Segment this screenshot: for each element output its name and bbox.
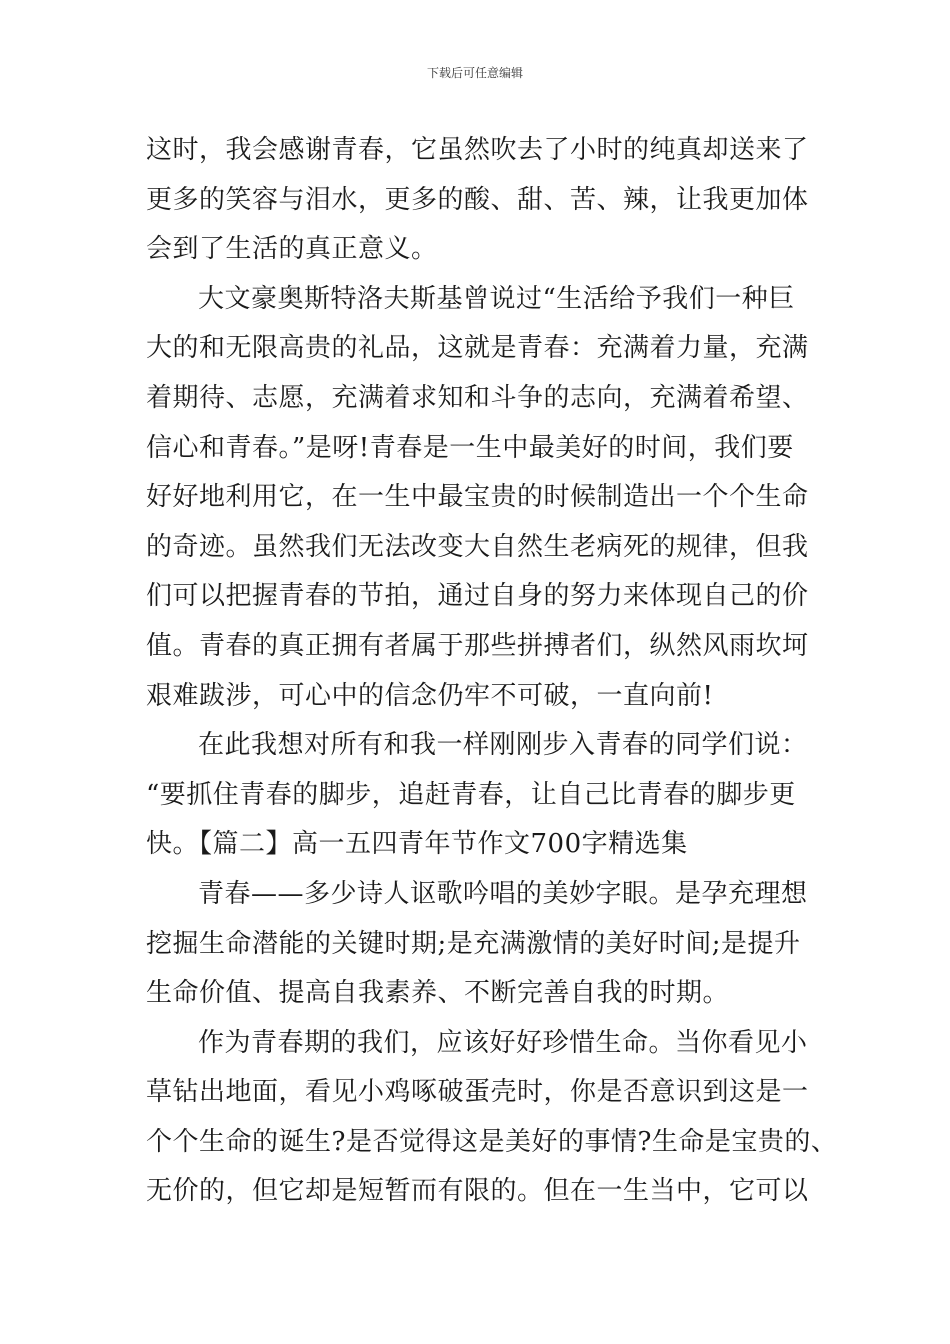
paragraph-start-line: 青春——多少诗人讴歌吟唱的美妙字眼。是孕充理想 [198,878,808,909]
text-line: 草钻出地面，看见小鸡啄破蛋壳时，你是否意识到这是一 [146,1077,809,1108]
body-text [146,126,838,1217]
text-line: 快。【篇二】高一五四青年节作文700字精选集 [146,829,688,860]
text-line: 好好地利用它，在一生中最宝贵的时候制造出一个个生命 [146,482,809,513]
text-line: 挖掘生命潜能的关键时期;是充满激情的美好时间;是提升 [146,928,801,959]
text-line: 值。青春的真正拥有者属于那些拼搏者们，纵然风雨坎坷 [146,630,809,661]
text-line: 更多的笑容与泪水，更多的酸、甜、苦、辣，让我更加体 [146,184,809,215]
paragraph-start-line: 作为青春期的我们，应该好好珍惜生命。当你看见小 [198,1027,808,1058]
text-line: 们可以把握青春的节拍，通过自身的努力来体现自己的价 [146,581,809,612]
paragraph-start-line: 在此我想对所有和我一样刚刚步入青春的同学们说： [198,730,808,761]
paragraph-start-line: 大文豪奥斯特洛夫斯基曾说过“生活给予我们一种巨 [198,283,795,314]
text-line: 着期待、志愿，充满着求知和斗争的志向，充满着希望、 [146,382,809,413]
text-line: 大的和无限高贵的礼品，这就是青春：充满着力量，充满 [146,333,809,364]
page-header-note: 下载后可任意编辑 [426,66,523,80]
text-line: 的奇迹。虽然我们无法改变大自然生老病死的规律，但我 [146,531,809,562]
text-line: 这时，我会感谢青春，它虽然吹去了小时的纯真却送来了 [146,135,809,165]
text-line: 艰难跋涉，可心中的信念仍牢不可破，一直向前! [146,680,714,711]
text-line: “要抓住青春的脚步，追赶青春，让自己比青春的脚步更 [146,779,796,810]
text-line: 信心和青春。”是呀!青春是一生中最美好的时间，我们要 [146,432,794,463]
text-line: 会到了生活的真正意义。 [146,234,438,265]
text-line: 生命价值、提高自我素养、不断完善自我的时期。 [146,978,730,1009]
text-line: 个个生命的诞生?是否觉得这是美好的事情?生命是宝贵的、 [146,1126,838,1157]
text-line: 无价的，但它却是短暂而有限的。但在一生当中，它可以 [146,1176,809,1207]
